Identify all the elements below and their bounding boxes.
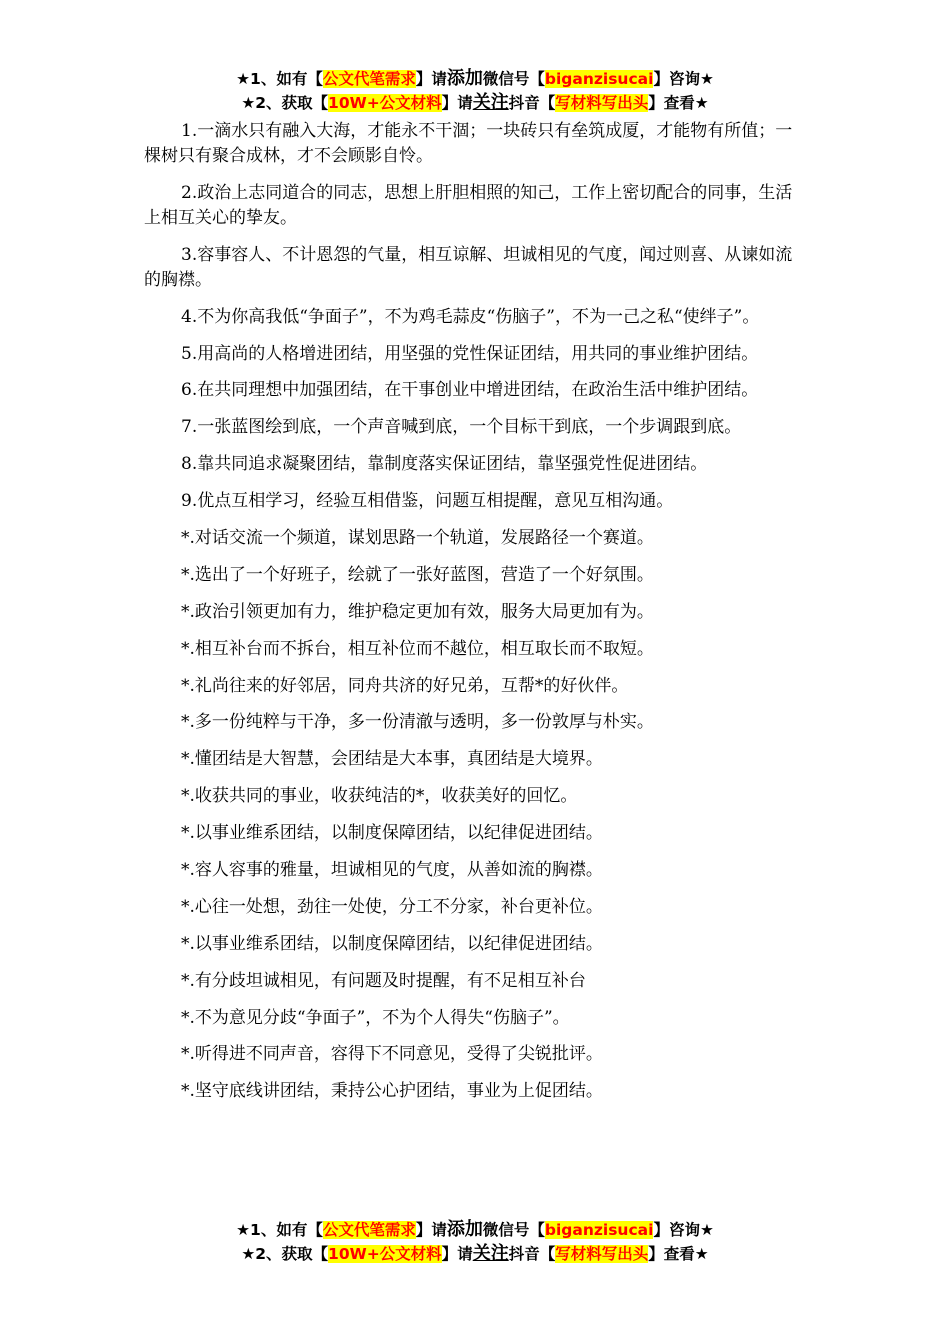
paragraph: 2.政治上志同道合的同志，思想上肝胆相照的知己，工作上密切配合的同事，生活上相互关心的挚友。	[144, 182, 793, 228]
highlight-text: 写材料写出头	[555, 94, 649, 112]
emphasis-text: 添加	[446, 68, 483, 89]
paragraph: *.礼尚往来的好邻居，同舟共济的好兄弟，互帮*的好伙伴。	[181, 675, 629, 696]
highlight-text: 10W+公文材料	[328, 94, 442, 112]
paragraph: 8.靠共同追求凝聚团结，靠制度落实保证团结，靠坚强党性促进团结。	[181, 454, 708, 475]
banner-text: 】查看★	[648, 94, 709, 112]
paragraph: 9.优点互相学习，经验互相借鉴，问题互相提醒，意见互相沟通。	[181, 491, 674, 512]
highlight-text: 10W+公文材料	[328, 1245, 442, 1263]
highlight-text: 写材料写出头	[555, 1245, 649, 1263]
emphasis-text: 添加	[446, 1219, 483, 1240]
paragraph: *.相互补台而不拆台，相互补位而不越位，相互取长而不取短。	[181, 638, 654, 659]
highlight-text: 公文代笔需求	[322, 1221, 416, 1239]
footer-banner	[0, 1218, 950, 1266]
banner-text: 】请	[441, 94, 473, 112]
paragraph: *.多一份纯粹与干净，多一份清澈与透明，多一份敦厚与朴实。	[181, 712, 654, 733]
banner-text: 】查看★	[648, 1245, 709, 1263]
banner-text: ★2、获取【	[241, 1245, 329, 1263]
banner-line-1	[0, 67, 950, 91]
paragraph: *.选出了一个好班子，绘就了一张好蓝图，营造了一个好氛围。	[181, 564, 654, 585]
paragraph: 1.一滴水只有融入大海，才能永不干涸；一块砖只有垒筑成厦，才能物有所值；一棵树只有聚合成林，才不会顾影自怜。	[144, 121, 793, 166]
banner-line-2	[0, 91, 950, 115]
emphasis-text: 关注	[472, 92, 509, 113]
paragraph: *.心往一处想，劲往一处使，分工不分家，补台更补位。	[181, 896, 603, 917]
banner-text: 微信号【	[482, 70, 545, 88]
paragraph: *.坚守底线讲团结，秉持公心护团结，事业为上促团结。	[181, 1081, 603, 1102]
banner-text: 】请	[415, 70, 447, 88]
paragraph: 4.不为你高我低“争面子”，不为鸡毛蒜皮“伤脑子”，不为一己之私“使绊子”。	[181, 306, 760, 327]
paragraph: *.以事业维系团结，以制度保障团结，以纪律促进团结。	[181, 823, 603, 844]
paragraph: *.政治引领更加有力，维护稳定更加有效，服务大局更加有为。	[181, 601, 654, 622]
highlight-text: 公文代笔需求	[322, 70, 416, 88]
banner-text: ★2、获取【	[241, 94, 329, 112]
paragraph: 3.容事容人、不计恩怨的气量，相互谅解、坦诚相见的气度，闻过则喜、从谏如流的胸襟。	[144, 244, 793, 290]
paragraph: 5.用高尚的人格增进团结，用坚强的党性保证团结，用共同的事业维护团结。	[181, 343, 759, 364]
banner-text: 】咨询★	[653, 70, 714, 88]
banner-line-1	[0, 1218, 950, 1242]
paragraph: *.收获共同的事业，收获纯洁的*，收获美好的回忆。	[181, 786, 578, 807]
banner-text: 】请	[441, 1245, 473, 1263]
header-banner	[0, 67, 950, 115]
paragraph: 6.在共同理想中加强团结，在干事创业中增进团结，在政治生活中维护团结。	[181, 380, 759, 401]
banner-text: ★1、如有【	[236, 70, 323, 88]
banner-text: 抖音【	[508, 94, 556, 112]
banner-text: ★1、如有【	[236, 1221, 323, 1239]
paragraph: *.对话交流一个频道，谋划思路一个轨道，发展路径一个赛道。	[181, 528, 654, 549]
banner-text: 】请	[415, 1221, 447, 1239]
highlight-text: biganzisucai	[544, 70, 654, 88]
paragraph: *.懂团结是大智慧，会团结是大本事，真团结是大境界。	[181, 749, 603, 770]
paragraph: *.有分歧坦诚相见，有问题及时提醒，有不足相互补台	[181, 970, 586, 991]
paragraph: *.不为意见分歧“争面子”，不为个人得失“伤脑子”。	[181, 1007, 570, 1028]
banner-line-2	[0, 1242, 950, 1266]
banner-text: 】咨询★	[653, 1221, 714, 1239]
paragraph: *.听得进不同声音，容得下不同意见，受得了尖锐批评。	[181, 1044, 603, 1065]
banner-text: 微信号【	[482, 1221, 545, 1239]
paragraph: *.容人容事的雅量，坦诚相见的气度，从善如流的胸襟。	[181, 860, 603, 881]
document-body	[144, 119, 809, 1104]
emphasis-text: 关注	[472, 1243, 509, 1264]
paragraph: *.以事业维系团结，以制度保障团结，以纪律促进团结。	[181, 933, 603, 954]
highlight-text: biganzisucai	[544, 1221, 654, 1239]
banner-text: 抖音【	[508, 1245, 556, 1263]
paragraph: 7.一张蓝图绘到底，一个声音喊到底，一个目标干到底，一个步调跟到底。	[181, 417, 742, 438]
